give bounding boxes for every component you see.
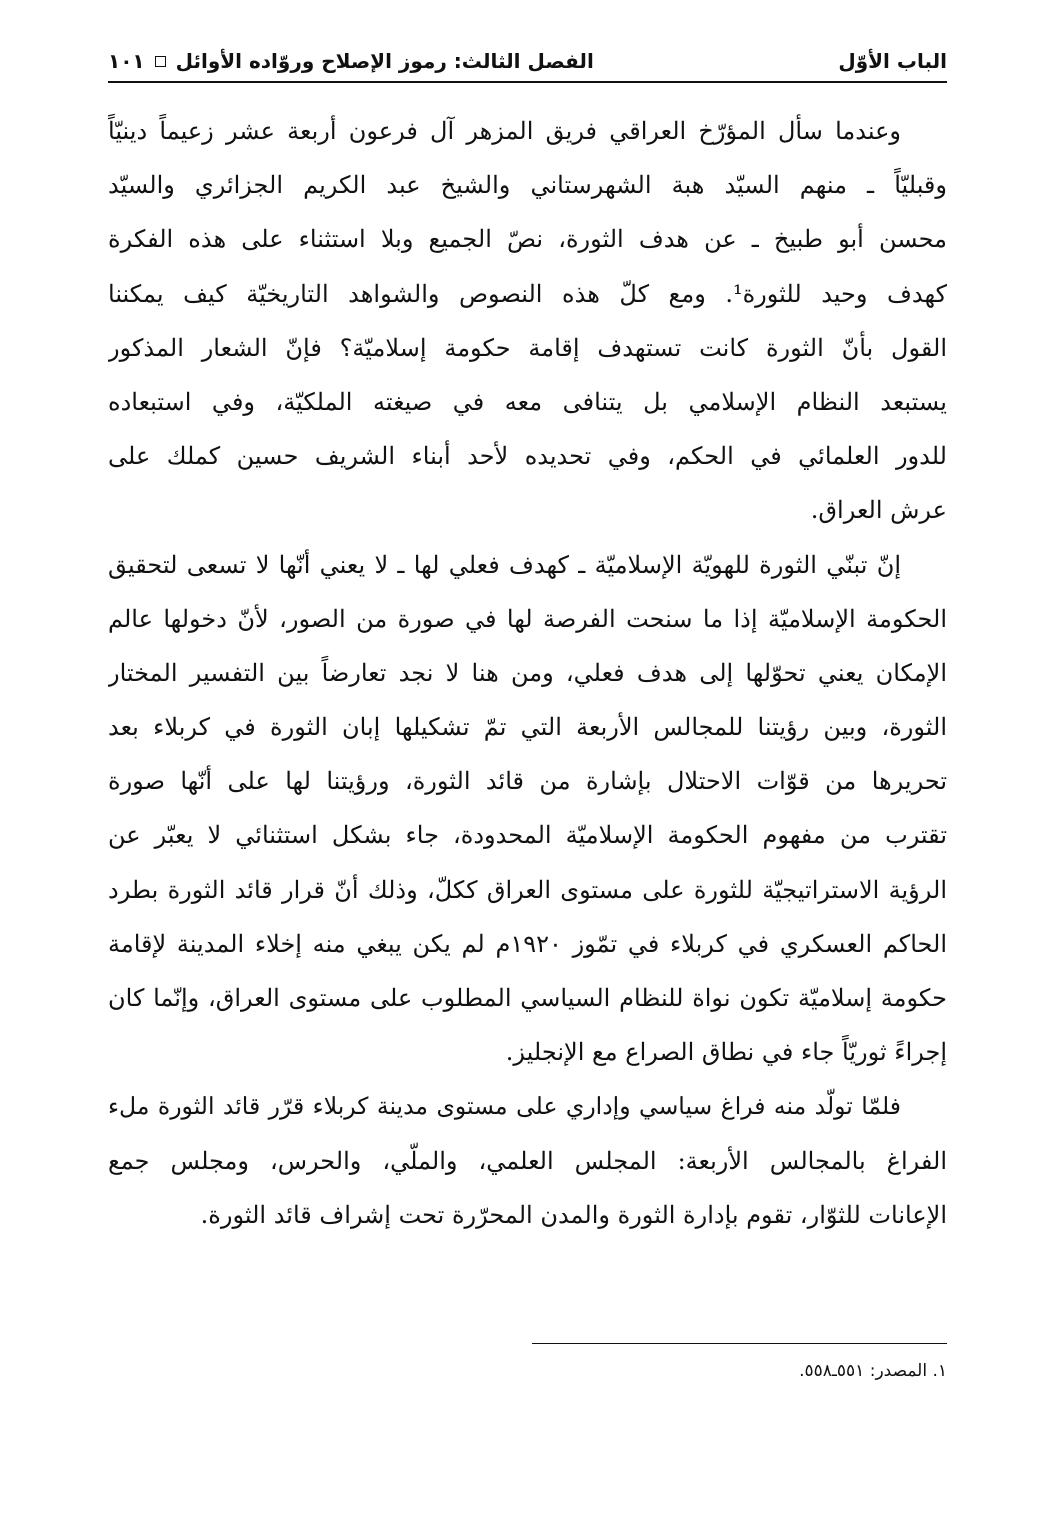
chapter-header [108,46,594,76]
text-line: تحريرها من قوّات الاحتلال بإشارة من قائد الثورة، ورؤيتنا لها على أنّها صورة [108,767,947,796]
text-line: تقترب من مفهوم الحكومة الإسلاميّة المحدودة، جاء بشكل استثنائي لا يعبّر عن [108,821,947,850]
text-line: الإعانات للثوّار، تقوم بإدارة الثورة والمدن المحرّرة تحت إشراف قائد الثورة. [200,1200,947,1229]
text-line: وقبليّاً ـ منهم السيّد هبة الشهرستاني والشيخ عبد الكريم الجزائري والسيّد [108,171,947,200]
text-line: الإمكان يعني تحوّلها إلى هدف فعلي، ومن هنا لا نجد تعارضاً بين التفسير المختار [108,658,947,687]
text-line: عرش العراق. [810,496,947,525]
book-part-title: الباب الأوّل [838,49,947,73]
text-line: للدور العلمائي في الحكم، وفي تحديده لأحد أبناء الشريف حسين كملك على [108,442,947,471]
header-divider [108,81,947,83]
text-line: فلمّا تولّد منه فراغ سياسي وإداري على مستوى مدينة كربلاء قرّر قائد الثورة ملء [108,1092,901,1121]
text-line: وعندما سأل المؤرّخ العراقي فريق المزهر آل فرعون أربعة عشر زعيماً دينيّاً [108,117,901,145]
text-line: كهدف وحيد للثورة¹. ومع كلّ هذه النصوص والشواهد التاريخيّة كيف يمكننا [108,279,947,308]
chapter-title: الفصل الثالث: رموز الإصلاح وروّاده الأوائل [175,49,594,73]
footnote-divider [532,1343,947,1344]
text-line: القول بأنّ الثورة كانت تستهدف إقامة حكومة إسلاميّة؟ فإنّ الشعار المذكور [108,333,947,362]
paragraph [108,104,947,538]
running-header [108,40,947,76]
text-line: الحكومة الإسلاميّة إذا ما سنحت الفرصة لها في صورة من الصور، لأنّ دخولها عالم [108,604,947,633]
paragraph [108,1079,947,1242]
text-line: الثورة، وبين رؤيتنا للمجالس الأربعة التي تمّ تشكيلها إبان الثورة في كربلاء بعد [108,713,947,742]
text-line: يستبعد النظام الإسلامي بل يتنافى معه في صيغته الملكيّة، وفي استبعاده [108,387,947,416]
text-line: محسن أبو طبيخ ـ عن هدف الثورة، نصّ الجميع وبلا استثناء على هذه الفكرة [108,225,947,254]
text-line: حكومة إسلاميّة تكون نواة للنظام السياسي المطلوب على مستوى العراق، وإنّما كان [108,984,947,1012]
body-text [108,104,947,1242]
page-number: ١٠١ [108,49,145,73]
paragraph [108,538,947,1080]
separator-square-icon [155,56,166,67]
text-line: الرؤية الاستراتيجيّة للثورة على مستوى العراق ككلّ، وذلك أنّ قرار قائد الثورة بطرد [108,875,947,904]
text-line: الفراغ بالمجالس الأربعة: المجلس العلمي، والملّي، والحرس، ومجلس جمع [108,1146,947,1175]
text-line: إنّ تبنّي الثورة للهويّة الإسلاميّة ـ كهدف فعلي لها ـ لا يعني أنّها لا تسعى لتحقيق [108,550,901,579]
text-line: الحاكم العسكري في كربلاء في تمّوز ١٩٢٠م لم يكن يبغي منه إخلاء المدينة لإقامة [108,929,947,958]
footnote: ١. المصدر: ٥٥١ـ٥٥٨. [799,1361,947,1381]
text-line: إجراءً ثوريّاً جاء في نطاق الصراع مع الإنجليز. [505,1038,947,1067]
